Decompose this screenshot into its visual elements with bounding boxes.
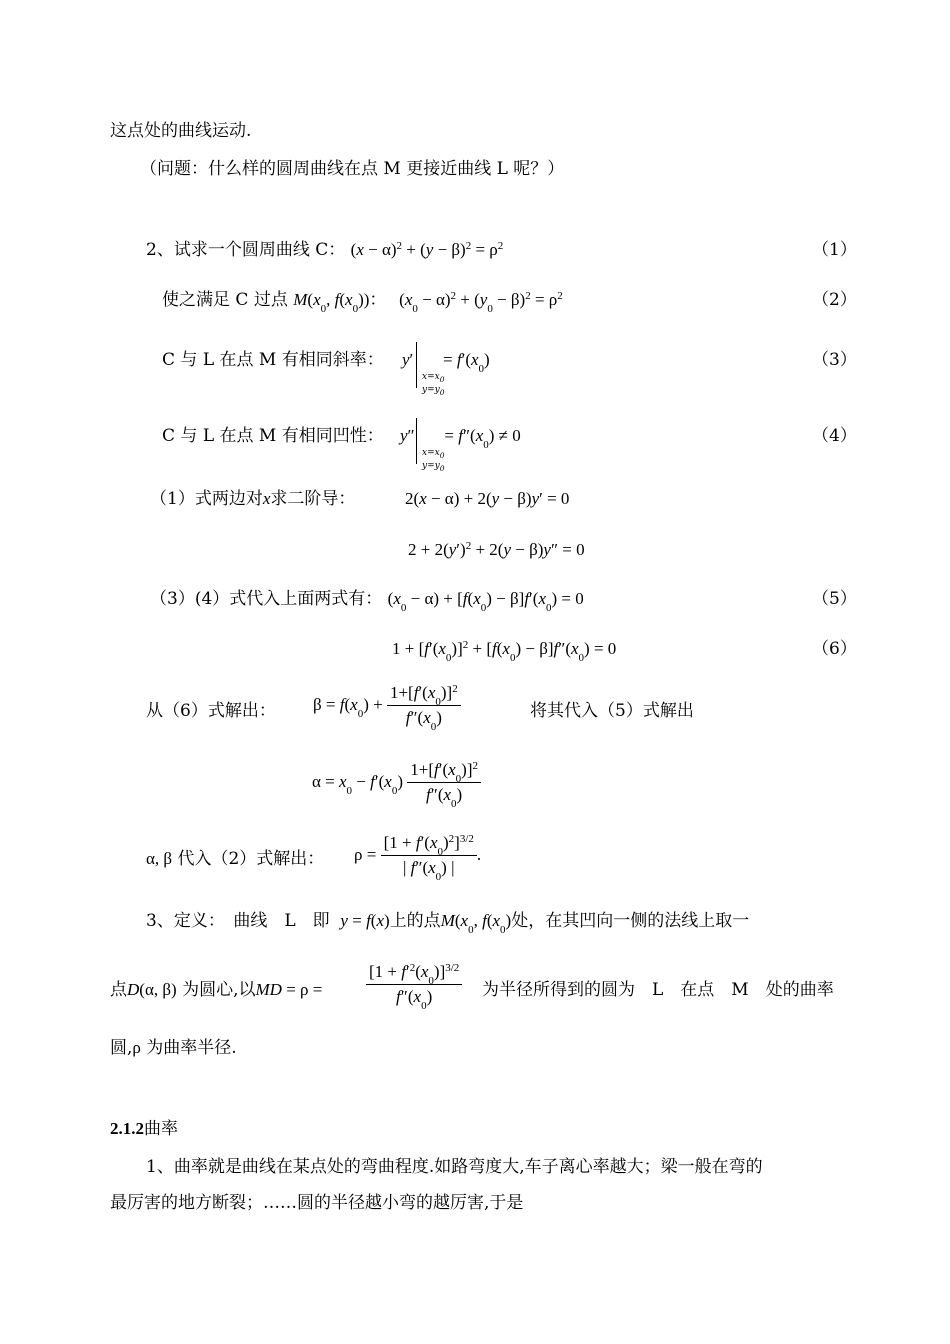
item-2 [146, 240, 503, 260]
definition-text: 3、定义： 曲线 L 即 [146, 911, 330, 931]
derivative-2: $2 + 2(y')^2 + 2(y - \beta)y'' = 0$ [408, 540, 585, 559]
section-number: 2.1.2 [110, 1119, 144, 1138]
evaluation-bar [416, 418, 417, 464]
differentiation-text-tail: 求二阶导： [270, 489, 356, 509]
equation-1: $(x - \alpha)^2 + (y - \beta)^2 = \rho^2$ [350, 240, 504, 259]
solve-beta-text: 从（6）式解出： [146, 701, 276, 721]
definition-text: 圆, [110, 1038, 133, 1058]
evaluation-bar [416, 342, 417, 388]
rho-line: α, β 代入（2）式解出： [146, 849, 325, 869]
definition-text: 为圆心,以 [182, 980, 256, 1000]
alpha-formula: $\alpha = x_0 - f'(x_0)$ $\frac{1+[f'(x_0)]^2}{f''(x_0)}$ [312, 760, 481, 806]
evaluation-condition: $x=x_0$ $y=y_0$ [422, 372, 445, 397]
equation-number: （1） [812, 240, 857, 260]
section-title: 曲率 [144, 1119, 178, 1139]
condition-1 [162, 290, 563, 315]
substitution-text: （3）(4）式代入上面两式有： [150, 589, 383, 609]
substitution-line [150, 589, 584, 614]
definition-line-2: 点D(α, β) 为圆心,以MD = ρ = [110, 980, 323, 1000]
equation-4: y″ = $f''(x_0) \ne 0$ [400, 426, 521, 451]
condition-2: C 与 L 在点 M 有相同斜率： [162, 350, 384, 370]
condition-3: C 与 L 在点 M 有相同凹性： [162, 426, 384, 446]
equation-6: $1 + [f'(x_0)]^2 + [f(x_0) - \beta]f''(x_0) = 0$ [392, 639, 617, 664]
paragraph-line: 最厉害的地方断裂；……圆的半径越小弯的越厉害,于是 [110, 1193, 524, 1213]
differentiation-line [150, 489, 355, 509]
rho-fraction: $\frac{[1 + f'(x_0)^2]^{3/2}}{| f''(x_0) |}$ [381, 833, 477, 879]
alpha-fraction: $\frac{1+[f'(x_0)]^2}{f''(x_0)}$ [407, 760, 481, 806]
definition-text: 处，在其凹向一侧的法线上取一 [511, 911, 750, 931]
solve-alpha-note: 将其代入（5）式解出 [530, 701, 694, 721]
equation-2: $M(x_0$, $f(x_0)$)： $(x_0 - \alpha)^2 + (y_0 - \beta)^2 = \rho^2$ [293, 290, 563, 315]
text-line: 这点处的曲线运动. [110, 121, 252, 141]
md-fraction: $\frac{[1 + f'^2(x_0)]^{3/2}}{f''(x_0)}$ [366, 962, 462, 1008]
equation-number: （6） [812, 639, 857, 659]
evaluation-condition: $x=x_0$ $y=y_0$ [422, 448, 445, 473]
equation-number: （2） [812, 290, 857, 310]
definition-line-1: 3、定义： 曲线 L 即 y = f(x)上的点$M(x_0$, $f(x_0)$处，在其凹向一侧的法线上取一 [146, 911, 750, 936]
variable-x: x [262, 489, 271, 508]
definition-text-tail: 为半径所得到的圆为 L 在点 M 处的曲率 [482, 980, 834, 1000]
paragraph-line: 1、曲率就是曲线在某点处的弯曲程度.如路弯度大,车子离心率越大；梁一般在弯的 [146, 1157, 763, 1177]
derivative-1: 2(x − α) + 2(y − β)y′ = 0 [405, 489, 570, 508]
beta-formula: $\beta = f(x_0)$ + $\frac{1+[f'(x_0)]^2}{f''(x_0)}$ [313, 683, 461, 729]
item-2-text: 2、试求一个圆周曲线 C： [146, 240, 346, 260]
definition-text: 为曲率半径. [146, 1038, 237, 1058]
differentiation-text: （1）式两边对 [150, 489, 263, 509]
definition-line-3: 圆,ρ 为曲率半径. [110, 1038, 237, 1058]
beta-fraction: $\frac{1+[f'(x_0)]^2}{f''(x_0)}$ [387, 683, 461, 729]
condition-1-text: 使之满足 C 过点 [162, 290, 288, 310]
equation-number: （3） [812, 350, 857, 370]
definition-text: 上的点 [389, 911, 441, 931]
equation-5: $(x_0 - \alpha) + [f(x_0) - \beta]f'(x_0) = 0$ [387, 589, 584, 614]
equation-number: （4） [812, 426, 857, 446]
definition-text: 点 [110, 980, 127, 1000]
rho-intro-text: 代入（2）式解出： [177, 849, 325, 869]
equation-3: y′ = $f'(x_0)$ [402, 350, 490, 375]
rho-formula: ρ = $\frac{[1 + f'(x_0)^2]^{3/2}}{| f''(x_0) |}$ . [354, 833, 482, 884]
equation-number: （5） [812, 589, 857, 609]
question-line: （问题：什么样的圆周曲线在点 M 更接近曲线 L 呢？） [140, 159, 565, 179]
section-heading [110, 1119, 178, 1139]
